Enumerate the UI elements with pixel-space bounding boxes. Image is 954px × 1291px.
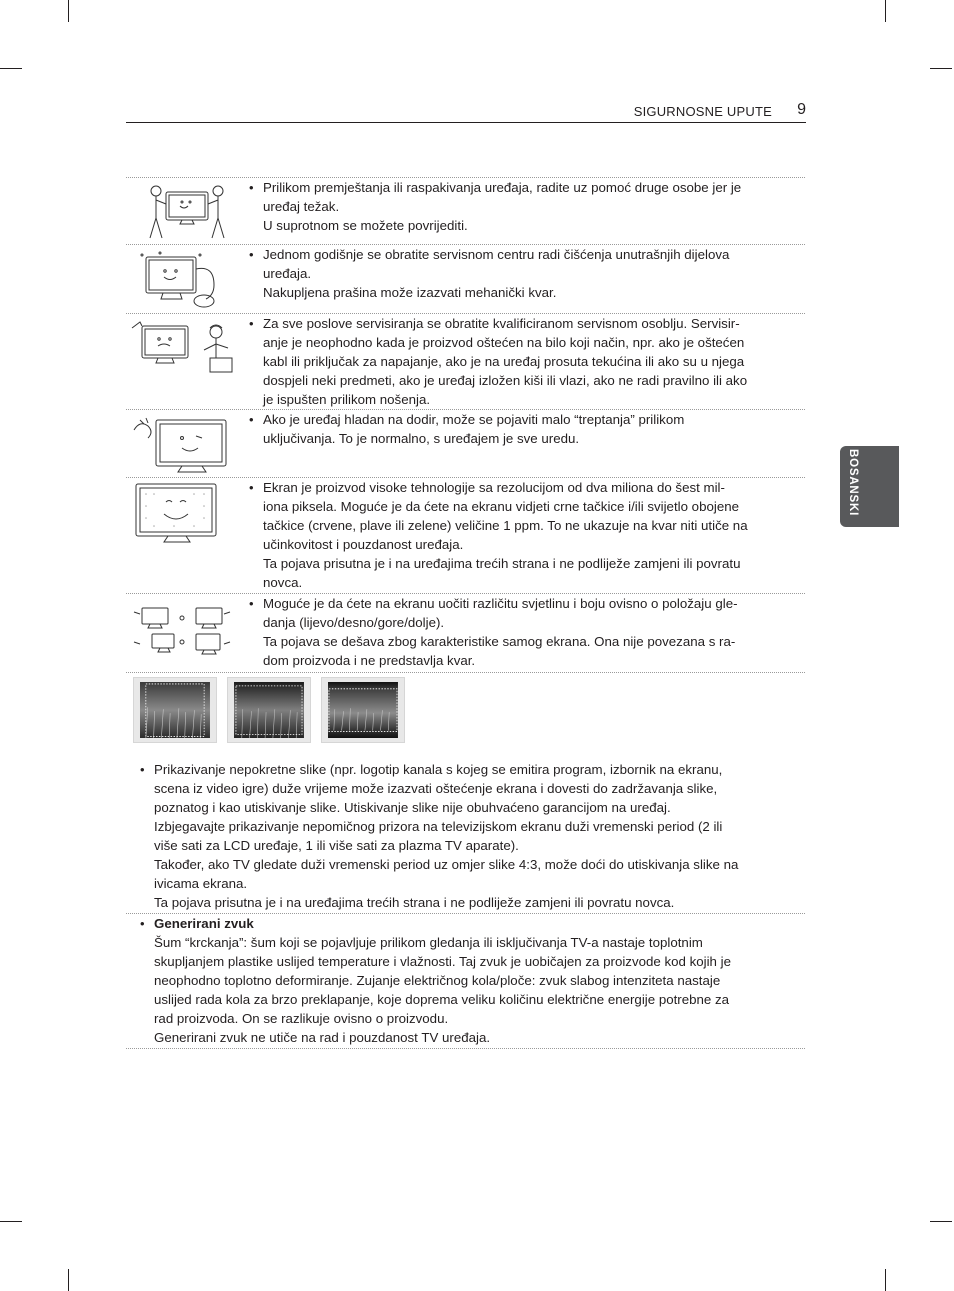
text-line: uređaja.	[263, 266, 312, 281]
text-line: Moguće je da ćete na ekranu uočiti različitu svjetlinu i boju ovisno o položaju gle-	[263, 596, 738, 611]
page-header	[126, 100, 806, 123]
service-technician-icon	[130, 318, 240, 380]
text-line: učinkovitost i pouzdanost uređaja.	[263, 537, 464, 552]
image-retention-section	[126, 760, 805, 912]
language-tab-label: BOSANSKI	[847, 449, 859, 517]
row-text	[263, 410, 787, 448]
row-text	[263, 594, 787, 670]
pixel-dots-screen-icon	[130, 482, 240, 544]
text-line: skupljanjem plastike uslijed temperature i vlažnosti. Taj zvuk je uobičajen za proizvode kod kojih je	[154, 954, 731, 969]
two-people-carrying-tv-icon	[130, 182, 240, 244]
crop-mark	[0, 1221, 22, 1222]
crop-mark	[930, 68, 952, 69]
thumbnail-middle	[227, 677, 311, 743]
section-text	[154, 914, 784, 1047]
bullet: •	[140, 762, 145, 777]
crop-mark	[68, 1269, 69, 1291]
text-line: poznatog i kao utiskivanje slike. Utiskivanje slike nije obuhvaćeno garancijom na uređaj.	[154, 800, 671, 815]
bullet: •	[249, 180, 254, 195]
text-line: više sati za LCD uređaje, 1 ili više sati za plazma TV aparate).	[154, 838, 519, 853]
row-text	[263, 245, 787, 302]
tv-vacuum-cleaning-icon	[130, 249, 240, 311]
text-line: Prikazivanje nepokretne slike (npr. logotip kanala s kojeg se emitira program, izbornik na ekranu,	[154, 762, 723, 777]
text-line: je ispušten prilikom nošenja.	[263, 392, 431, 407]
grass-landscape-image	[234, 682, 304, 738]
row-text	[263, 178, 787, 235]
grass-landscape-image	[328, 682, 398, 738]
text-line: Ako je uređaj hladan na dodir, može se pojaviti malo “treptanja” prilikom	[263, 412, 685, 427]
section-text	[154, 760, 784, 912]
text-line: Za sve poslove servisiranja se obratite kvalificiranom servisnom osoblju. Servisir-	[263, 316, 740, 331]
text-line: Također, ako TV gledate duži vremenski period uz omjer slike 4:3, može doći do utiskivanja slike na	[154, 857, 739, 872]
text-line: Izbjegavajte prikazivanje nepomičnog prizora na televizijskom ekranu duži vremenski period (2 ili	[154, 819, 723, 834]
text-line: dom proizvoda i ne predstavlja kvar.	[263, 653, 476, 668]
text-line: Nakupljena prašina može izazvati mehanički kvar.	[263, 285, 557, 300]
divider	[126, 1048, 805, 1049]
text-line: kabl ili priključak za napajanje, ako je na uređaj prosuta tekućina ili ako su u njega	[263, 354, 745, 369]
grass-landscape-image	[140, 682, 210, 738]
text-line: uređaj težak.	[263, 199, 340, 214]
safety-row-pixels	[126, 477, 805, 593]
safety-row-service	[126, 313, 805, 409]
thumbnail-right	[321, 677, 405, 743]
text-line: U suprotnom se možete povrijediti.	[263, 218, 468, 233]
crop-mark	[930, 1221, 952, 1222]
text-line: scena iz video igre) duže vrijeme može izazvati oštećenje ekrana i dovesti do zadržavanja slike,	[154, 781, 718, 796]
text-line: Šum “krckanja”: šum koji se pojavljuje prilikom gledanja ili isključivanja TV-a nastaje toplotnim	[154, 935, 703, 950]
bullet: •	[140, 916, 145, 931]
thumbnail-left	[133, 677, 217, 743]
generated-noise-section	[126, 914, 805, 1048]
text-line: ivicama ekrana.	[154, 876, 248, 891]
safety-row-carry	[126, 177, 805, 244]
page-number: 9	[797, 101, 806, 118]
text-line: dospjeli neki predmeti, ako je uređaj izložen kiši ili vlazi, ako ne radi pravilno ili ako	[263, 373, 748, 388]
text-line: tačkice (crvene, plave ili zelene) veličine 1 ppm. To ne ukazuje na kvar niti utiče na	[263, 518, 748, 533]
cold-tv-flicker-icon	[130, 414, 240, 476]
bullet: •	[249, 412, 254, 427]
crop-mark	[68, 0, 69, 22]
text-line: danja (lijevo/desno/gore/dolje).	[263, 615, 445, 630]
text-line: Jednom godišnje se obratite servisnom centru radi čišćenja unutrašnjih dijelova	[263, 247, 730, 262]
text-line: rad proizvoda. On se razlikuje ovisno o proizvodu.	[154, 1011, 449, 1026]
text-line: Prilikom premještanja ili raspakivanja uređaja, radite uz pomoć druge osobe jer je	[263, 180, 742, 195]
bullet: •	[249, 480, 254, 495]
section-heading: Generirani zvuk	[154, 916, 254, 931]
divider	[126, 672, 805, 673]
text-line: iona piksela. Moguće je da ćete na ekranu vidjeti crne tačkice i/ili svijetlo obojene	[263, 499, 740, 514]
bullet: •	[249, 316, 254, 331]
bullet: •	[249, 596, 254, 611]
safety-row-viewing-angle	[126, 593, 805, 672]
text-line: uslijed rada kola za brzo preklapanje, koje doprema veliku količinu električne energije potrebne za	[154, 992, 730, 1007]
text-line: Ta pojava prisutna je i na uređajima trećih strana i ne podliježe zamjeni ili povratu novca.	[154, 895, 675, 910]
viewing-angle-tvs-icon	[130, 598, 240, 660]
bullet: •	[249, 247, 254, 262]
crop-mark	[0, 68, 22, 69]
section-title: SIGURNOSNE UPUTE	[633, 104, 772, 119]
crop-mark	[885, 1269, 886, 1291]
text-line: Generirani zvuk ne utiče na rad i pouzdanost TV uređaja.	[154, 1030, 491, 1045]
safety-row-cleaning	[126, 244, 805, 313]
text-line: Ekran je proizvod visoke tehnologije sa rezolucijom od dva miliona do šest mil-	[263, 480, 725, 495]
text-line: uključivanja. To je normalno, s uređajem je sve uredu.	[263, 431, 580, 446]
text-line: Ta pojava se dešava zbog karakteristike samog ekrana. Ona nije povezana s ra-	[263, 634, 736, 649]
row-text	[263, 314, 787, 409]
crop-mark	[885, 0, 886, 22]
text-line: novca.	[263, 575, 303, 590]
text-line: anje je neophodno kada je proizvod oštećen na bilo koji način, npr. ako je oštećen	[263, 335, 745, 350]
row-text	[263, 478, 787, 592]
text-line: neophodno toplotno deformiranje. Zujanje električnog kola/ploče: zvuk slabog intenziteta nastaje	[154, 973, 721, 988]
text-line: Ta pojava prisutna je i na uređajima trećih strana i ne podliježe zamjeni ili povratu	[263, 556, 741, 571]
language-tab	[840, 446, 899, 527]
safety-row-flicker	[126, 409, 805, 477]
